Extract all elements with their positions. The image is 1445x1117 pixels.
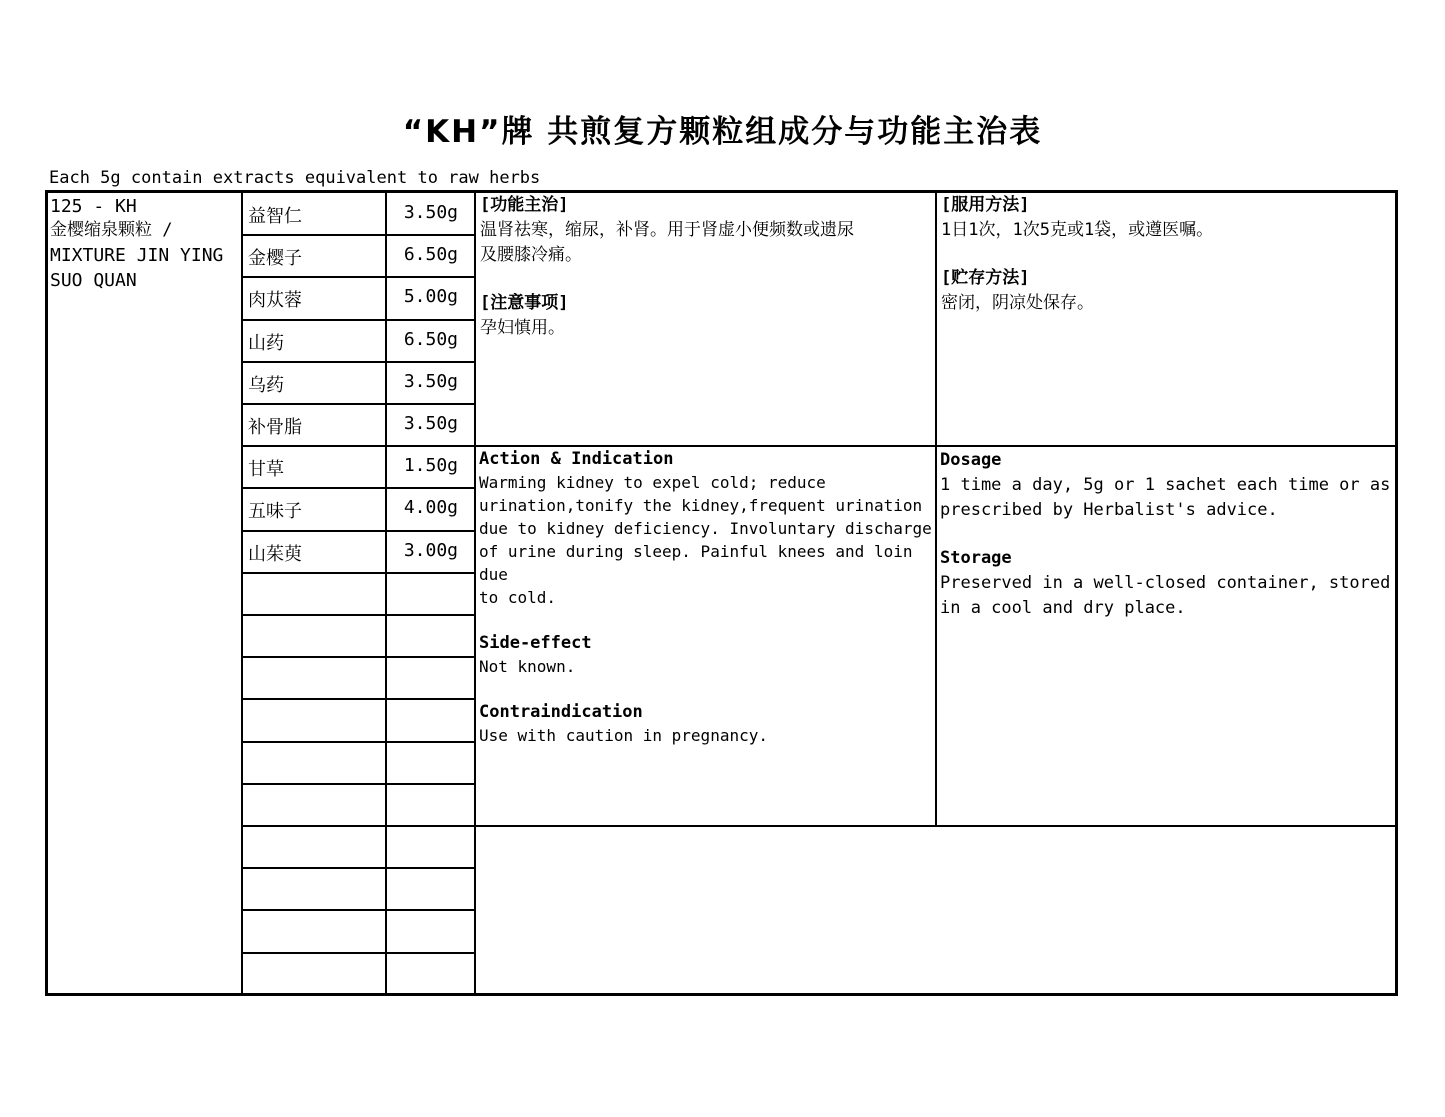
en-side-head: Side-effect <box>479 633 592 653</box>
herb-row-divider <box>243 614 475 616</box>
herb-name: 补骨脂 <box>248 417 302 438</box>
cn-caution-head: [注意事项] <box>480 293 569 313</box>
en-dosage-head: Dosage <box>940 450 1002 470</box>
en-action-block <box>479 448 934 747</box>
herb-row-divider <box>243 783 475 785</box>
herb-row-divider <box>243 234 475 236</box>
en-action-line: due to kidney deficiency. Involuntary discharge <box>479 519 932 538</box>
herb-row-divider <box>243 487 475 489</box>
en-contra-head: Contraindication <box>479 702 643 722</box>
product-name-en-2: SUO QUAN <box>50 270 137 291</box>
herb-qty: 4.00g <box>403 497 458 518</box>
product-code: 125 - KH <box>50 196 137 217</box>
herb-row-divider <box>243 867 475 869</box>
herb-name: 益智仁 <box>248 206 302 227</box>
herb-row-divider <box>243 909 475 911</box>
herb-row-divider <box>243 825 475 827</box>
divider <box>476 825 1396 827</box>
herb-qty: 1.50g <box>403 455 458 476</box>
en-contra-text: Use with caution in pregnancy. <box>479 726 768 745</box>
herb-row-divider <box>243 741 475 743</box>
herb-qty: 3.50g <box>403 202 458 223</box>
herb-qty: 3.00g <box>403 540 458 561</box>
cn-usage-text: 1日1次，1次5克或1袋，或遵医嘱。 <box>941 220 1214 240</box>
cn-usage-head: [服用方法] <box>941 195 1030 215</box>
en-action-line: Warming kidney to expel cold; reduce <box>479 473 826 492</box>
divider <box>476 445 1396 447</box>
herb-qty: 6.50g <box>403 244 458 265</box>
cn-function-line1: 温肾祛寒，缩尿，补肾。用于肾虚小便频数或遗尿 <box>480 220 854 240</box>
en-dosage-block <box>940 448 1392 621</box>
herb-row-divider <box>243 319 475 321</box>
herb-name: 山茱萸 <box>248 544 302 565</box>
divider <box>385 192 387 994</box>
page-title: “KH”牌 共煎复方颗粒组成分与功能主治表 <box>402 114 1043 150</box>
en-storage-head: Storage <box>940 548 1012 568</box>
divider <box>935 192 937 826</box>
en-dosage-line1: 1 time a day, 5g or 1 sachet each time or as <box>940 475 1391 495</box>
subtitle: Each 5g contain extracts equivalent to raw herbs <box>49 168 541 188</box>
herb-row-divider <box>243 656 475 658</box>
herb-qty: 5.00g <box>403 286 458 307</box>
herb-name: 肉苁蓉 <box>248 290 302 311</box>
herb-row-divider <box>243 445 475 447</box>
herb-row-divider <box>243 572 475 574</box>
herb-row-divider <box>243 530 475 532</box>
product-name-en-1: MIXTURE JIN YING <box>50 245 224 266</box>
divider <box>241 192 243 994</box>
herb-name: 甘草 <box>248 459 284 480</box>
cn-usage-block <box>941 193 1391 316</box>
herb-name: 五味子 <box>248 501 302 522</box>
herb-name: 金樱子 <box>248 248 302 269</box>
en-storage-line1: Preserved in a well-closed container, stored <box>940 573 1391 593</box>
en-action-line: urination,tonify the kidney,frequent urination <box>479 496 923 515</box>
cn-function-block <box>480 193 930 341</box>
herb-row-divider <box>243 361 475 363</box>
herb-qty: 3.50g <box>403 413 458 434</box>
herb-name: 山药 <box>248 333 284 354</box>
product-name-cn: 金樱缩泉颗粒 / <box>50 220 173 240</box>
herb-row-divider <box>243 403 475 405</box>
en-action-line: to cold. <box>479 588 557 607</box>
en-side-text: Not known. <box>479 657 576 676</box>
cn-function-line2: 及腰膝冷痛。 <box>480 245 582 265</box>
cn-storage-head: [贮存方法] <box>941 268 1030 288</box>
cn-function-head: [功能主治] <box>480 195 569 215</box>
en-action-head: Action & Indication <box>479 449 674 469</box>
en-dosage-line2: prescribed by Herbalist's advice. <box>940 500 1278 520</box>
en-action-line: of urine during sleep. Painful knees and loin due <box>479 542 913 584</box>
en-storage-line2: in a cool and dry place. <box>940 598 1186 618</box>
herb-row-divider <box>243 276 475 278</box>
cn-caution-text: 孕妇慎用。 <box>480 318 565 338</box>
cn-storage-text: 密闭，阴凉处保存。 <box>941 293 1094 313</box>
divider <box>474 192 476 994</box>
herb-name: 乌药 <box>248 375 284 396</box>
herb-row-divider <box>243 952 475 954</box>
herb-row-divider <box>243 698 475 700</box>
herb-qty: 6.50g <box>403 329 458 350</box>
herb-qty: 3.50g <box>403 371 458 392</box>
